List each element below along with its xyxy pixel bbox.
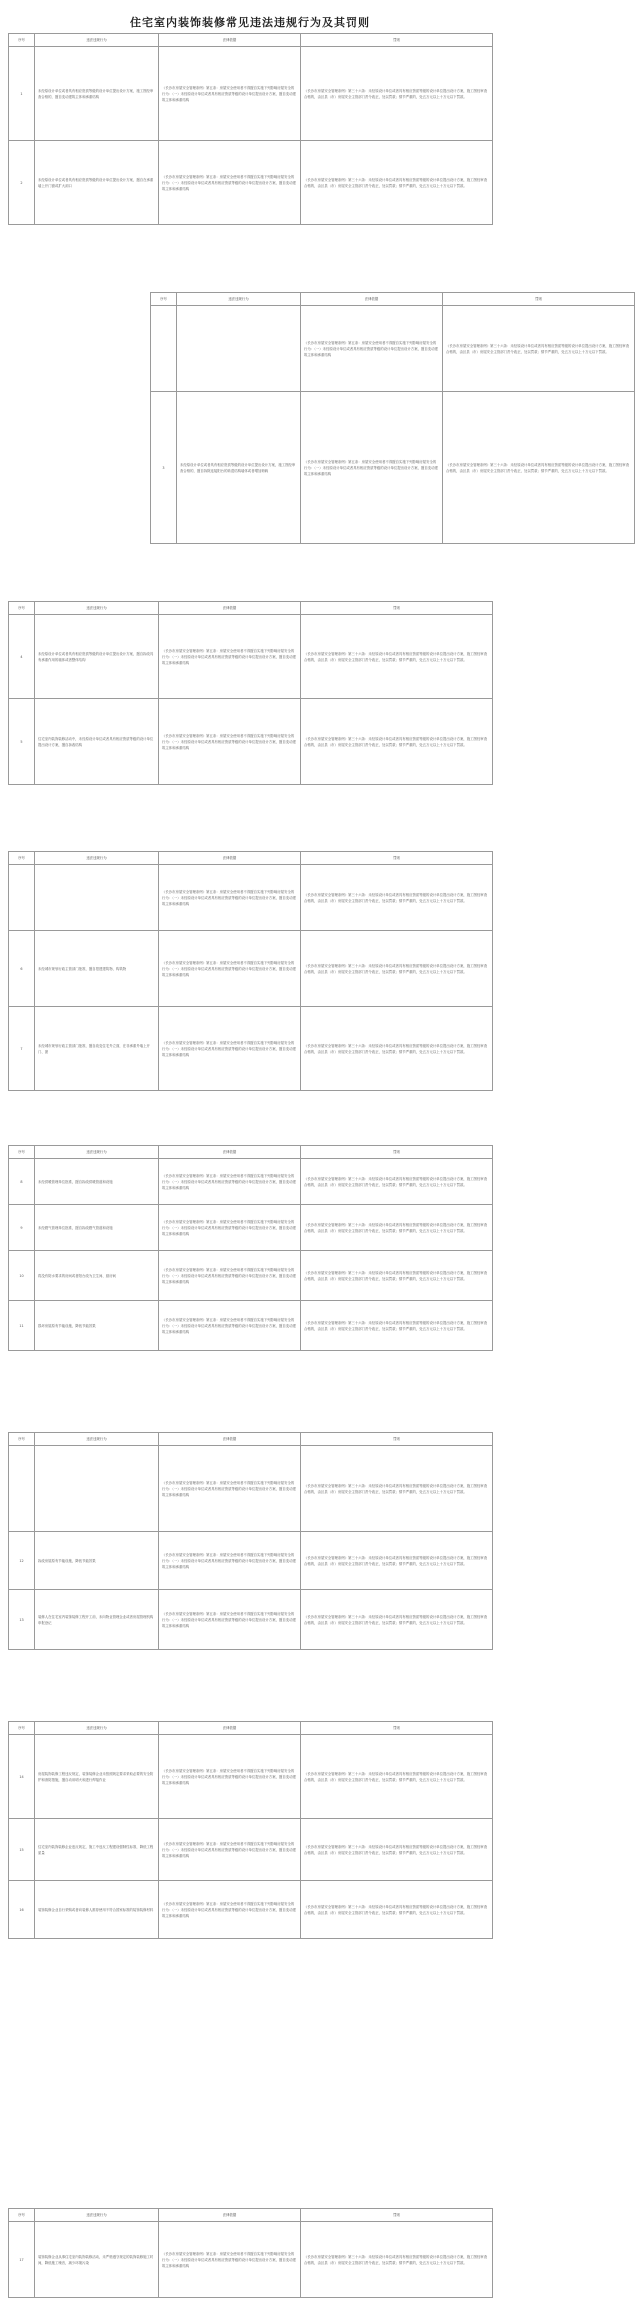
violations-table (8, 1145, 493, 1351)
penalty-text: 《长沙市房屋安全管理条例》第三十六条：未经原设计单位或者具有相应资质等级的设计单位提出设计方案，施工图经审查合格的，由区县（市）房屋安全主管部门责令改正，处以罚款；情节严重的，处五万元以上十万元以下罚款。 (301, 1007, 493, 1091)
row-number: 17 (9, 2222, 35, 2298)
table-row (9, 1251, 493, 1301)
penalty-text: 《长沙市房屋安全管理条例》第三十六条：未经原设计单位或者具有相应资质等级的设计单位提出设计方案，施工图经审查合格的，由区县（市）房屋安全主管部门责令改正，处以罚款；情节严重的，处五万元以上十万元以下罚款。 (301, 1251, 493, 1301)
legal-basis-text: 《长沙市房屋安全管理条例》第五条：房屋安全使用者不得擅自实施下列影响房屋安全的行为：（一）未经原设计单位或者具有相应资质等级的设计单位提出设计方案，擅自变动建筑主体和承重结构 (159, 1301, 301, 1351)
col-header-number: 序号 (151, 293, 177, 306)
table-row (9, 865, 493, 931)
table-row (151, 306, 635, 392)
table-header-row (9, 1722, 493, 1735)
legal-basis-text: 《长沙市房屋安全管理条例》第五条：房屋安全使用者不得擅自实施下列影响房屋安全的行为：（一）未经原设计单位或者具有相应资质等级的设计单位提出设计方案，擅自变动建筑主体和承重结构 (159, 1205, 301, 1251)
table-row (9, 1881, 493, 1939)
penalty-text: 《长沙市房屋安全管理条例》第三十六条：未经原设计单位或者具有相应资质等级的设计单位提出设计方案，施工图经审查合格的，由区县（市）房屋安全主管部门责令改正，处以罚款；情节严重的，处五万元以上十万元以下罚款。 (301, 1159, 493, 1205)
violation-text: 未经燃气管理单位批准，擅自拆改燃气管道和设施 (35, 1205, 159, 1251)
penalty-text: 《长沙市房屋安全管理条例》第三十六条：未经原设计单位或者具有相应资质等级的设计单位提出设计方案，施工图经审查合格的，由区县（市）房屋安全主管部门责令改正，处以罚款；情节严重的，处五万元以上十万元以下罚款。 (301, 1446, 493, 1532)
violations-table (8, 2208, 493, 2298)
violation-text: 未经原设计单位或者具有相应资质等级的设计单位提出设计方案，擅自在承重墙上开门窗或扩大洞口 (35, 141, 159, 225)
col-header-violation: 违法违规行为 (35, 2209, 159, 2222)
penalty-text: 《长沙市房屋安全管理条例》第三十六条：未经原设计单位或者具有相应资质等级的设计单位提出设计方案，施工图经审查合格的，由区县（市）房屋安全主管部门责令改正，处以罚款；情节严重的，处五万元以上十万元以下罚款。 (301, 1301, 493, 1351)
table-row (9, 1532, 493, 1590)
col-header-number: 序号 (9, 852, 35, 865)
violations-table (150, 292, 635, 544)
row-number: 7 (9, 1007, 35, 1091)
col-header-violation: 违法违规行为 (35, 1722, 159, 1735)
violation-text: 将没有防水要求的房间或者阳台改为卫生间、厨房间 (35, 1251, 159, 1301)
violation-text: 未经原设计单位或者具有相应资质等级的设计单位提出设计方案，擅自拆改具有承重作用的墙体或者整体结构 (35, 615, 159, 699)
violation-text: 未经原设计单位或者具有相应资质等级的设计单位提出设计方案，施工图经审查合格的，擅自变动建筑主体和承重结构 (35, 47, 159, 141)
legal-basis-text: 《长沙市房屋安全管理条例》第五条：房屋安全使用者不得擅自实施下列影响房屋安全的行为：（一）未经原设计单位或者具有相应资质等级的设计单位提出设计方案，擅自变动建筑主体和承重结构 (159, 1819, 301, 1881)
col-header-legal-basis: 法律依据 (159, 852, 301, 865)
legal-basis-text: 《长沙市房屋安全管理条例》第五条：房屋安全使用者不得擅自实施下列影响房屋安全的行为：（一）未经原设计单位或者具有相应资质等级的设计单位提出设计方案，擅自变动建筑主体和承重结构 (301, 392, 443, 544)
legal-basis-text: 《长沙市房屋安全管理条例》第五条：房屋安全使用者不得擅自实施下列影响房屋安全的行为：（一）未经原设计单位或者具有相应资质等级的设计单位提出设计方案，擅自变动建筑主体和承重结构 (159, 1251, 301, 1301)
penalty-text: 《长沙市房屋安全管理条例》第三十六条：未经原设计单位或者具有相应资质等级的设计单位提出设计方案，施工图经审查合格的，由区县（市）房屋安全主管部门责令改正，处以罚款；情节严重的，处五万元以上十万元以下罚款。 (301, 615, 493, 699)
table-header-row (9, 34, 493, 47)
col-header-violation: 违法违规行为 (177, 293, 301, 306)
legal-basis-text: 《长沙市房屋安全管理条例》第五条：房屋安全使用者不得擅自实施下列影响房屋安全的行为：（一）未经原设计单位或者具有相应资质等级的设计单位提出设计方案，擅自变动建筑主体和承重结构 (159, 2222, 301, 2298)
row-number: 1 (9, 47, 35, 141)
row-number: 10 (9, 1251, 35, 1301)
table-row (9, 1819, 493, 1881)
col-header-legal-basis: 法律依据 (301, 293, 443, 306)
col-header-number: 序号 (9, 1146, 35, 1159)
col-header-number: 序号 (9, 602, 35, 615)
violations-table (8, 601, 493, 785)
table-header-row (151, 293, 635, 306)
violation-text: 装饰装修企业从事住宅室内装饰装修活动，未严格遵守规定的装饰装修施工时间，降低施工噪音，减少环境污染 (35, 2222, 159, 2298)
violation-text: 未经城市规划行政主管部门批准，擅自改变住宅外立面，在非承重外墙上开门、窗 (35, 1007, 159, 1091)
penalty-text: 《长沙市房屋安全管理条例》第三十六条：未经原设计单位或者具有相应资质等级的设计单位提出设计方案，施工图经审查合格的，由区县（市）房屋安全主管部门责令改正，处以罚款；情节严重的，处五万元以上十万元以下罚款。 (301, 141, 493, 225)
legal-basis-text: 《长沙市房屋安全管理条例》第五条：房屋安全使用者不得擅自实施下列影响房屋安全的行为：（一）未经原设计单位或者具有相应资质等级的设计单位提出设计方案，擅自变动建筑主体和承重结构 (159, 1007, 301, 1091)
table-row (9, 1735, 493, 1819)
row-number (9, 865, 35, 931)
violation-text: 住宅室内装饰装修活动中，未经原设计单位或者具有相应资质等级的设计单位提出设计方案，擅自拆改结构 (35, 699, 159, 785)
row-number: 3 (151, 392, 177, 544)
col-header-penalty: 罚则 (301, 852, 493, 865)
col-header-number: 序号 (9, 1722, 35, 1735)
table-row (9, 1007, 493, 1091)
row-number (151, 306, 177, 392)
penalty-text: 《长沙市房屋安全管理条例》第三十六条：未经原设计单位或者具有相应资质等级的设计单位提出设计方案，施工图经审查合格的，由区县（市）房屋安全主管部门责令改正，处以罚款；情节严重的，处五万元以上十万元以下罚款。 (301, 1590, 493, 1650)
penalty-text: 《长沙市房屋安全管理条例》第三十六条：未经原设计单位或者具有相应资质等级的设计单位提出设计方案，施工图经审查合格的，由区县（市）房屋安全主管部门责令改正，处以罚款；情节严重的，处五万元以上十万元以下罚款。 (301, 931, 493, 1007)
col-header-penalty: 罚则 (301, 1722, 493, 1735)
legal-basis-text: 《长沙市房屋安全管理条例》第五条：房屋安全使用者不得擅自实施下列影响房屋安全的行为：（一）未经原设计单位或者具有相应资质等级的设计单位提出设计方案，擅自变动建筑主体和承重结构 (159, 865, 301, 931)
penalty-text: 《长沙市房屋安全管理条例》第三十六条：未经原设计单位或者具有相应资质等级的设计单位提出设计方案，施工图经审查合格的，由区县（市）房屋安全主管部门责令改正，处以罚款；情节严重的，处五万元以上十万元以下罚款。 (301, 699, 493, 785)
row-number: 16 (9, 1881, 35, 1939)
violation-text (35, 865, 159, 931)
table-row (9, 47, 493, 141)
legal-basis-text: 《长沙市房屋安全管理条例》第五条：房屋安全使用者不得擅自实施下列影响房屋安全的行为：（一）未经原设计单位或者具有相应资质等级的设计单位提出设计方案，擅自变动建筑主体和承重结构 (301, 306, 443, 392)
col-header-penalty: 罚则 (443, 293, 635, 306)
legal-basis-text: 《长沙市房屋安全管理条例》第五条：房屋安全使用者不得擅自实施下列影响房屋安全的行为：（一）未经原设计单位或者具有相应资质等级的设计单位提出设计方案，擅自变动建筑主体和承重结构 (159, 1590, 301, 1650)
penalty-text: 《长沙市房屋安全管理条例》第三十六条：未经原设计单位或者具有相应资质等级的设计单位提出设计方案，施工图经审查合格的，由区县（市）房屋安全主管部门责令改正，处以罚款；情节严重的，处五万元以上十万元以下罚款。 (301, 47, 493, 141)
table-header-row (9, 2209, 493, 2222)
col-header-penalty: 罚则 (301, 1146, 493, 1159)
col-header-number: 序号 (9, 1433, 35, 1446)
row-number: 12 (9, 1532, 35, 1590)
row-number: 5 (9, 699, 35, 785)
legal-basis-text: 《长沙市房屋安全管理条例》第五条：房屋安全使用者不得擅自实施下列影响房屋安全的行为：（一）未经原设计单位或者具有相应资质等级的设计单位提出设计方案，擅自变动建筑主体和承重结构 (159, 1446, 301, 1532)
col-header-violation: 违法违规行为 (35, 602, 159, 615)
violation-text: 损坏房屋原有节能设施，降低节能效果 (35, 1301, 159, 1351)
penalty-text: 《长沙市房屋安全管理条例》第三十六条：未经原设计单位或者具有相应资质等级的设计单位提出设计方案，施工图经审查合格的，由区县（市）房屋安全主管部门责令改正，处以罚款；情节严重的，处五万元以上十万元以下罚款。 (443, 306, 635, 392)
row-number: 4 (9, 615, 35, 699)
table-row (9, 931, 493, 1007)
table-row (9, 615, 493, 699)
legal-basis-text: 《长沙市房屋安全管理条例》第五条：房屋安全使用者不得擅自实施下列影响房屋安全的行为：（一）未经原设计单位或者具有相应资质等级的设计单位提出设计方案，擅自变动建筑主体和承重结构 (159, 931, 301, 1007)
penalty-text: 《长沙市房屋安全管理条例》第三十六条：未经原设计单位或者具有相应资质等级的设计单位提出设计方案，施工图经审查合格的，由区县（市）房屋安全主管部门责令改正，处以罚款；情节严重的，处五万元以上十万元以下罚款。 (301, 1532, 493, 1590)
violation-text: 未经原设计单位或者具有相应资质等级的设计单位提出设计方案，施工图经审查合格的，擅自拆除连接阳台的砖混结构墙体或者增加荷载 (177, 392, 301, 544)
table-row (9, 1446, 493, 1532)
table-header-row (9, 852, 493, 865)
col-header-number: 序号 (9, 2209, 35, 2222)
col-header-penalty: 罚则 (301, 1433, 493, 1446)
violation-text: 装饰装修企业自行采购或者向装修人推荐使用不符合国家标准的装饰装修材料 (35, 1881, 159, 1939)
row-number (9, 1446, 35, 1532)
row-number: 13 (9, 1590, 35, 1650)
row-number: 11 (9, 1301, 35, 1351)
col-header-legal-basis: 法律依据 (159, 1433, 301, 1446)
table-header-row (9, 1146, 493, 1159)
table-row (9, 1205, 493, 1251)
col-header-violation: 违法违规行为 (35, 34, 159, 47)
col-header-number: 序号 (9, 34, 35, 47)
table-header-row (9, 1433, 493, 1446)
legal-basis-text: 《长沙市房屋安全管理条例》第五条：房屋安全使用者不得擅自实施下列影响房屋安全的行为：（一）未经原设计单位或者具有相应资质等级的设计单位提出设计方案，擅自变动建筑主体和承重结构 (159, 1532, 301, 1590)
violation-text: 未经城市规划行政主管部门批准，擅自搭建建筑物、构筑物 (35, 931, 159, 1007)
violation-text: 未经供暖管理单位批准，擅自拆改供暖管道和设施 (35, 1159, 159, 1205)
penalty-text: 《长沙市房屋安全管理条例》第三十六条：未经原设计单位或者具有相应资质等级的设计单位提出设计方案，施工图经审查合格的，由区县（市）房屋安全主管部门责令改正，处以罚款；情节严重的，处五万元以上十万元以下罚款。 (443, 392, 635, 544)
row-number: 15 (9, 1819, 35, 1881)
col-header-violation: 违法违规行为 (35, 1146, 159, 1159)
legal-basis-text: 《长沙市房屋安全管理条例》第五条：房屋安全使用者不得擅自实施下列影响房屋安全的行为：（一）未经原设计单位或者具有相应资质等级的设计单位提出设计方案，擅自变动建筑主体和承重结构 (159, 615, 301, 699)
document-title: 住宅室内装饰装修常见违法违规行为及其罚则 (130, 16, 370, 29)
legal-basis-text: 《长沙市房屋安全管理条例》第五条：房屋安全使用者不得擅自实施下列影响房屋安全的行为：（一）未经原设计单位或者具有相应资质等级的设计单位提出设计方案，擅自变动建筑主体和承重结构 (159, 141, 301, 225)
col-header-legal-basis: 法律依据 (159, 34, 301, 47)
violations-table (8, 851, 493, 1091)
table-row (9, 699, 493, 785)
col-header-legal-basis: 法律依据 (159, 1722, 301, 1735)
col-header-penalty: 罚则 (301, 602, 493, 615)
legal-basis-text: 《长沙市房屋安全管理条例》第五条：房屋安全使用者不得擅自实施下列影响房屋安全的行为：（一）未经原设计单位或者具有相应资质等级的设计单位提出设计方案，擅自变动建筑主体和承重结构 (159, 699, 301, 785)
violation-text (177, 306, 301, 392)
row-number: 6 (9, 931, 35, 1007)
col-header-penalty: 罚则 (301, 2209, 493, 2222)
col-header-legal-basis: 法律依据 (159, 602, 301, 615)
row-number: 8 (9, 1159, 35, 1205)
row-number: 9 (9, 1205, 35, 1251)
row-number: 2 (9, 141, 35, 225)
col-header-penalty: 罚则 (301, 34, 493, 47)
penalty-text: 《长沙市房屋安全管理条例》第三十六条：未经原设计单位或者具有相应资质等级的设计单位提出设计方案，施工图经审查合格的，由区县（市）房屋安全主管部门责令改正，处以罚款；情节严重的，处五万元以上十万元以下罚款。 (301, 2222, 493, 2298)
legal-basis-text: 《长沙市房屋安全管理条例》第五条：房屋安全使用者不得擅自实施下列影响房屋安全的行为：（一）未经原设计单位或者具有相应资质等级的设计单位提出设计方案，擅自变动建筑主体和承重结构 (159, 47, 301, 141)
violations-table (8, 1432, 493, 1650)
penalty-text: 《长沙市房屋安全管理条例》第三十六条：未经原设计单位或者具有相应资质等级的设计单位提出设计方案，施工图经审查合格的，由区县（市）房屋安全主管部门责令改正，处以罚款；情节严重的，处五万元以上十万元以下罚款。 (301, 865, 493, 931)
table-row (9, 2222, 493, 2298)
violation-text: 装修人在住宅室内装饰装修工程开工前，未向物业管理企业或者房屋管理机构申报登记 (35, 1590, 159, 1650)
table-row (9, 1590, 493, 1650)
legal-basis-text: 《长沙市房屋安全管理条例》第五条：房屋安全使用者不得擅自实施下列影响房屋安全的行为：（一）未经原设计单位或者具有相应资质等级的设计单位提出设计方案，擅自变动建筑主体和承重结构 (159, 1735, 301, 1819)
penalty-text: 《长沙市房屋安全管理条例》第三十六条：未经原设计单位或者具有相应资质等级的设计单位提出设计方案，施工图经审查合格的，由区县（市）房屋安全主管部门责令改正，处以罚款；情节严重的，处五万元以上十万元以下罚款。 (301, 1819, 493, 1881)
table-row (151, 392, 635, 544)
violations-table (8, 1721, 493, 1939)
legal-basis-text: 《长沙市房屋安全管理条例》第五条：房屋安全使用者不得擅自实施下列影响房屋安全的行为：（一）未经原设计单位或者具有相应资质等级的设计单位提出设计方案，擅自变动建筑主体和承重结构 (159, 1881, 301, 1939)
violation-text: 房屋装饰装修工程违反规定，装饰装修企业未按照规定要求采取必要的安全防护和消防措施，擅自动用明火和进行焊接作业 (35, 1735, 159, 1819)
col-header-legal-basis: 法律依据 (159, 1146, 301, 1159)
col-header-violation: 违法违规行为 (35, 852, 159, 865)
table-header-row (9, 602, 493, 615)
col-header-violation: 违法违规行为 (35, 1433, 159, 1446)
penalty-text: 《长沙市房屋安全管理条例》第三十六条：未经原设计单位或者具有相应资质等级的设计单位提出设计方案，施工图经审查合格的，由区县（市）房屋安全主管部门责令改正，处以罚款；情节严重的，处五万元以上十万元以下罚款。 (301, 1881, 493, 1939)
row-number: 14 (9, 1735, 35, 1819)
col-header-legal-basis: 法律依据 (159, 2209, 301, 2222)
penalty-text: 《长沙市房屋安全管理条例》第三十六条：未经原设计单位或者具有相应资质等级的设计单位提出设计方案，施工图经审查合格的，由区县（市）房屋安全主管部门责令改正，处以罚款；情节严重的，处五万元以上十万元以下罚款。 (301, 1205, 493, 1251)
table-row (9, 1301, 493, 1351)
legal-basis-text: 《长沙市房屋安全管理条例》第五条：房屋安全使用者不得擅自实施下列影响房屋安全的行为：（一）未经原设计单位或者具有相应资质等级的设计单位提出设计方案，擅自变动建筑主体和承重结构 (159, 1159, 301, 1205)
violation-text: 拆改房屋原有节能设施，降低节能效果 (35, 1532, 159, 1590)
violation-text: 住宅室内装饰装修企业违反规定，施工中违反工程建设强制性标准，降低工程质量 (35, 1819, 159, 1881)
violation-text (35, 1446, 159, 1532)
violations-table (8, 33, 493, 225)
table-row (9, 1159, 493, 1205)
table-row (9, 141, 493, 225)
penalty-text: 《长沙市房屋安全管理条例》第三十六条：未经原设计单位或者具有相应资质等级的设计单位提出设计方案，施工图经审查合格的，由区县（市）房屋安全主管部门责令改正，处以罚款；情节严重的，处五万元以上十万元以下罚款。 (301, 1735, 493, 1819)
